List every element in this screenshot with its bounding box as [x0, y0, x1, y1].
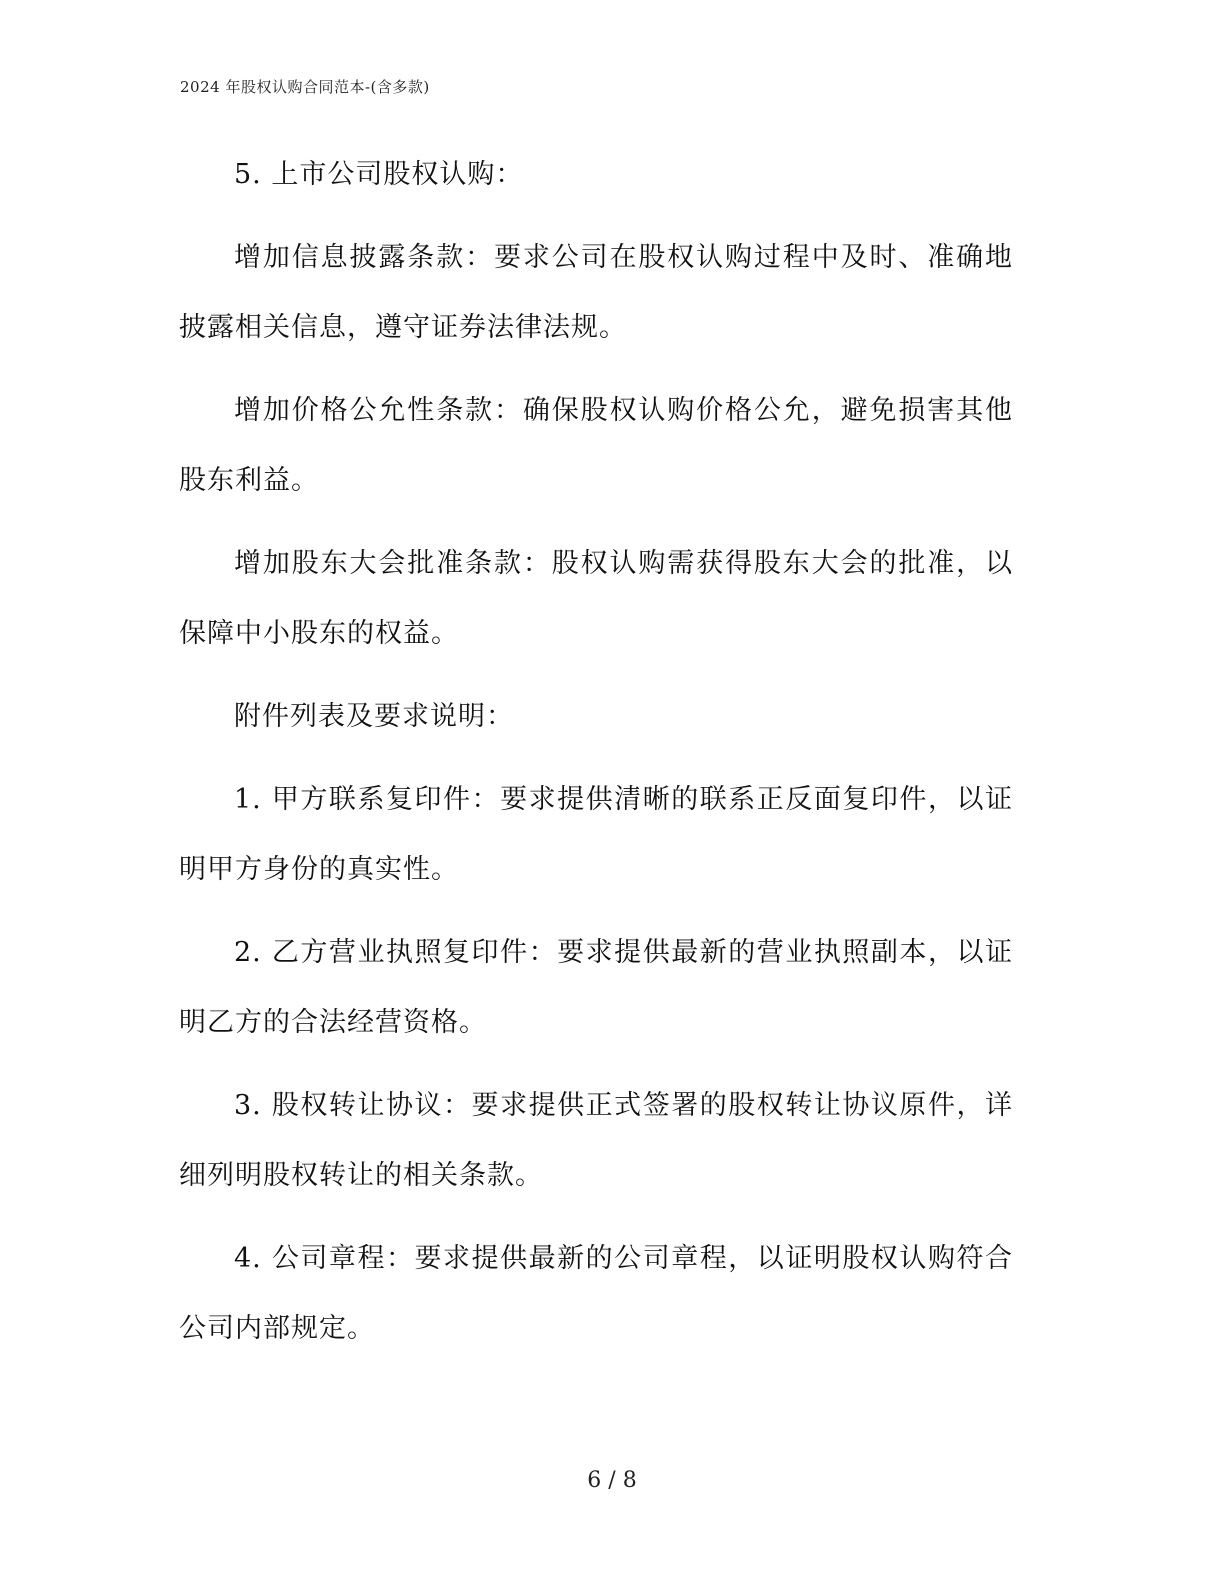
- page-number: 6 / 8: [587, 1468, 637, 1493]
- attachment-item-party-b: 2. 乙方营业执照复印件：要求提供最新的营业执照副本，以证明乙方的合法经营资格。: [179, 937, 1013, 1038]
- attachment-item-articles: 4. 公司章程：要求提供最新的公司章程，以证明股权认购符合公司内部规定。: [179, 1243, 1013, 1344]
- clause-shareholder-approval: 增加股东大会批准条款：股权认购需获得股东大会的批准，以保障中小股东的权益。: [179, 548, 1013, 649]
- document-header: 2024 年股权认购合同范本-(含多款): [180, 78, 430, 96]
- clause-price-fairness: 增加价格公允性条款：确保股权认购价格公允，避免损害其他股东利益。: [179, 395, 1013, 496]
- attachment-item-transfer-agreement: 3. 股权转让协议：要求提供正式签署的股权转让协议原件，详细列明股权转让的相关条款。: [179, 1090, 1013, 1191]
- clause-information-disclosure: 增加信息披露条款：要求公司在股权认购过程中及时、准确地披露相关信息，遵守证券法律法规。: [179, 242, 1013, 343]
- attachment-item-party-a: 1. 甲方联系复印件：要求提供清晰的联系正反面复印件，以证明甲方身份的真实性。: [179, 784, 1013, 885]
- document-body: [179, 140, 1013, 1377]
- section-heading-attachments: 附件列表及要求说明：: [234, 701, 514, 732]
- section-heading-listed-company: 5. 上市公司股权认购：: [234, 159, 524, 190]
